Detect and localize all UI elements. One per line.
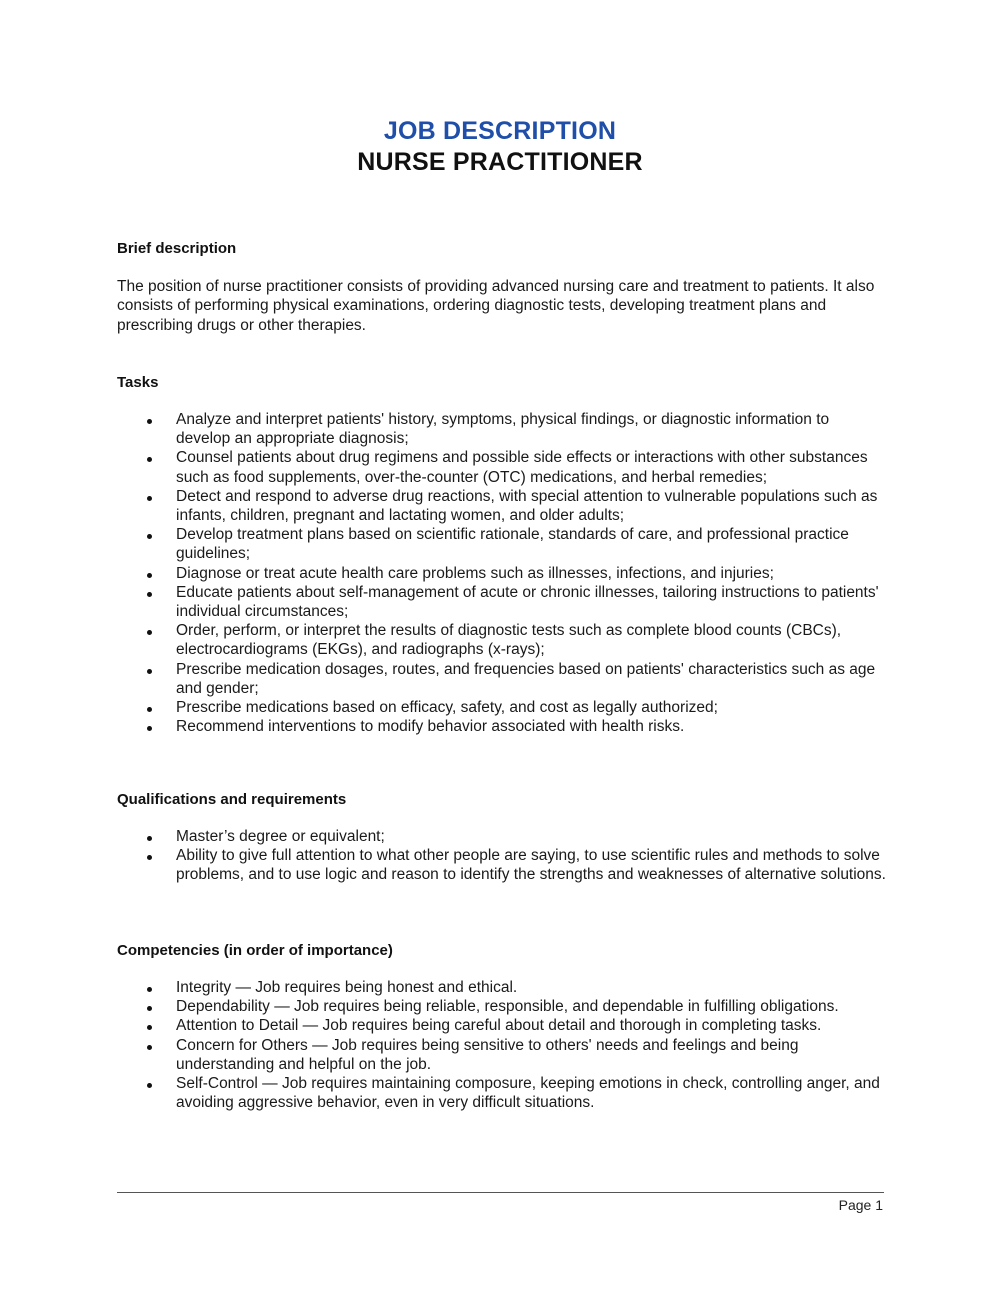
competencies-list: [117, 978, 887, 1112]
bullet-icon: [147, 1006, 152, 1011]
list-item: [117, 698, 887, 717]
bullet-icon: [147, 1025, 152, 1030]
list-item-text: Counsel patients about drug regimens and possible side effects or interactions with other substances such as food supplements, over-the-counter (OTC) medications, and herbal remedies;: [176, 449, 868, 486]
list-item: [117, 717, 887, 736]
bullet-icon: [147, 1045, 152, 1050]
bullet-icon: [147, 726, 152, 731]
competencies-section: [117, 941, 887, 1112]
bullet-icon: [147, 855, 152, 860]
list-item-text: Detect and respond to adverse drug reactions, with special attention to vulnerable populations such as infants, children, pregnant and lactating women, and older adults;: [176, 487, 878, 525]
list-item: [117, 487, 887, 525]
list-item: [117, 846, 887, 884]
qualifications-section: [117, 790, 887, 885]
list-item-text: Ability to give full attention to what other people are saying, to use scientific rules and methods to solve problems, and to use logic and reason to identify the strengths and weaknesses of alternative solutions.: [176, 847, 886, 884]
list-item: [117, 410, 887, 448]
list-item: [117, 1074, 887, 1112]
list-item-text: Attention to Detail — Job requires being careful about detail and thorough in completing tasks.: [176, 1017, 822, 1035]
list-item-text: Concern for Others — Job requires being sensitive to others' needs and feelings and being understanding and helpful on the job.: [176, 1036, 799, 1073]
list-item-text: Recommend interventions to modify behavior associated with health risks.: [176, 718, 685, 736]
footer-divider: [117, 1192, 884, 1193]
list-item-text: Order, perform, or interpret the results of diagnostic tests such as complete blood counts (CBCs), electrocardiograms (EKGs), and radiographs (x-rays);: [176, 622, 842, 659]
title-block: [0, 116, 1000, 178]
qualifications-heading: Qualifications and requirements: [117, 791, 347, 808]
qualifications-list: [117, 827, 887, 885]
list-item: [117, 564, 887, 583]
list-item: [117, 1016, 887, 1035]
list-item: [117, 660, 887, 698]
job-title-heading: NURSE PRACTITIONER: [357, 148, 643, 176]
brief-description-section: [117, 239, 887, 335]
list-item: [117, 525, 887, 563]
list-item-text: Develop treatment plans based on scientific rationale, standards of care, and professional practice guidelines;: [176, 526, 849, 563]
list-item: [117, 621, 887, 659]
list-item-text: Self-Control — Job requires maintaining composure, keeping emotions in check, controlling anger, and avoiding aggressive behavior, even in very difficult situations.: [176, 1075, 880, 1112]
page-number: Page 1: [838, 1197, 883, 1213]
list-item: [117, 978, 887, 997]
brief-description-heading: Brief description: [117, 240, 237, 257]
bullet-icon: [147, 707, 152, 712]
bullet-icon: [147, 669, 152, 674]
bullet-icon: [147, 534, 152, 539]
list-item-text: Integrity — Job requires being honest and ethical.: [176, 979, 518, 996]
bullet-icon: [147, 1083, 152, 1088]
list-item: [117, 583, 887, 621]
list-item-text: Diagnose or treat acute health care problems such as illnesses, infections, and injuries;: [176, 564, 774, 582]
brief-description-text: The position of nurse practitioner consists of providing advanced nursing care and treatment to patients. It also consists of performing physical examinations, ordering diagnostic tests, developing treatment plans and prescribing drugs or other therapies.: [117, 278, 875, 334]
list-item-text: Educate patients about self-management of acute or chronic illnesses, tailoring instructions to patients' individual circumstances;: [176, 583, 879, 621]
tasks-section: [117, 373, 887, 736]
document-type-heading: JOB DESCRIPTION: [383, 117, 617, 145]
list-item-text: Master’s degree or equivalent;: [176, 828, 385, 845]
list-item-text: Prescribe medications based on efficacy, safety, and cost as legally authorized;: [176, 699, 718, 717]
bullet-icon: [147, 419, 152, 424]
list-item: [117, 448, 887, 486]
list-item-text: Dependability — Job requires being reliable, responsible, and dependable in fulfilling obligations.: [176, 998, 839, 1016]
list-item: [117, 997, 887, 1016]
bullet-icon: [147, 496, 152, 501]
list-item-text: Prescribe medication dosages, routes, and frequencies based on patients' characteristics such as age and gender;: [176, 660, 876, 697]
list-item: [117, 1036, 887, 1074]
tasks-list: [117, 410, 887, 736]
list-item-text: Analyze and interpret patients' history, symptoms, physical findings, or diagnostic information to develop an appropriate diagnosis;: [176, 411, 830, 448]
bullet-icon: [147, 592, 152, 597]
bullet-icon: [147, 457, 152, 462]
competencies-heading: Competencies (in order of importance): [117, 942, 393, 959]
bullet-icon: [147, 987, 152, 992]
list-item: [117, 827, 887, 846]
bullet-icon: [147, 836, 152, 841]
tasks-heading: Tasks: [117, 374, 159, 391]
bullet-icon: [147, 573, 152, 578]
bullet-icon: [147, 630, 152, 635]
